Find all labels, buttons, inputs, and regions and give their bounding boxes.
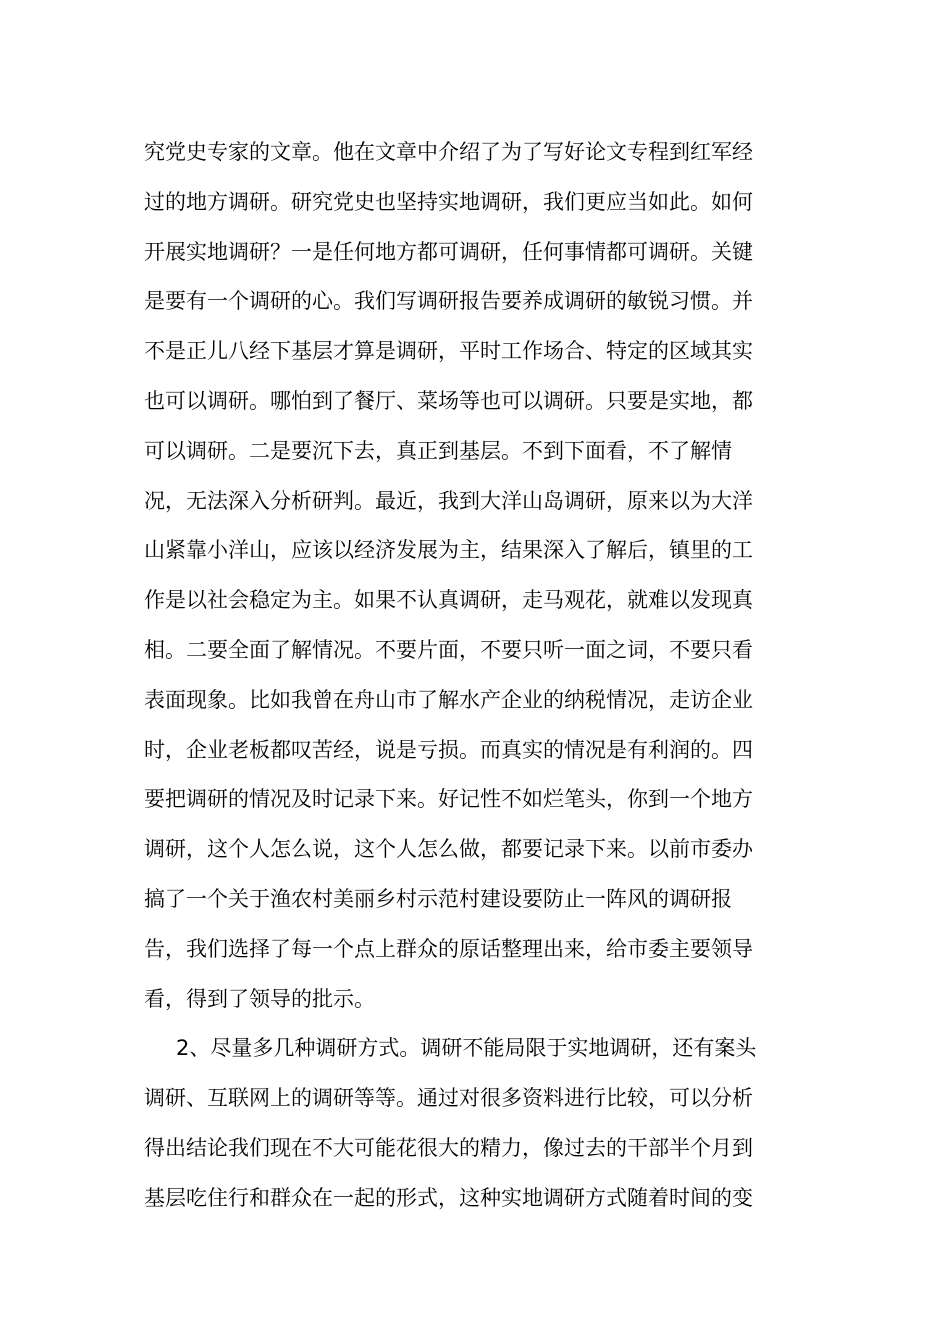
text-line: 告，我们选择了每一个点上群众的原话整理出来，给市委主要领导 bbox=[144, 936, 753, 961]
text-line: 开展实地调研？一是任何地方都可调研，任何事情都可调研。关键 bbox=[144, 239, 753, 264]
text-line: 不是正儿八经下基层才算是调研，平时工作场合、特定的区域其实 bbox=[144, 339, 753, 364]
text-line: 作是以社会稳定为主。如果不认真调研，走马观花，就难以发现真 bbox=[144, 588, 753, 613]
text-line: 看，得到了领导的批示。 bbox=[144, 986, 375, 1011]
text-line: 表面现象。比如我曾在舟山市了解水产企业的纳税情况，走访企业 bbox=[144, 687, 753, 712]
text-line: 况，无法深入分析研判。最近，我到大洋山岛调研，原来以为大洋 bbox=[144, 488, 753, 513]
body-text bbox=[144, 128, 812, 1224]
paragraph-first-line: 2、尽量多几种调研方式。调研不能局限于实地调研，还有案头 bbox=[176, 1036, 757, 1061]
text-line: 相。二要全面了解情况。不要片面，不要只听一面之词，不要只看 bbox=[144, 637, 753, 662]
text-line: 可以调研。二是要沉下去，真正到基层。不到下面看，不了解情 bbox=[144, 438, 732, 463]
text-line: 也可以调研。哪怕到了餐厅、菜场等也可以调研。只要是实地，都 bbox=[144, 388, 753, 413]
text-line: 得出结论我们现在不大可能花很大的精力，像过去的干部半个月到 bbox=[144, 1135, 753, 1160]
text-line: 究党史专家的文章。他在文章中介绍了为了写好论文专程到红军经 bbox=[144, 140, 753, 164]
text-line: 调研，这个人怎么说，这个人怎么做，都要记录下来。以前市委办 bbox=[144, 837, 753, 862]
text-line: 山紧靠小洋山，应该以经济发展为主，结果深入了解后，镇里的工 bbox=[144, 538, 753, 563]
text-line: 过的地方调研。研究党史也坚持实地调研，我们更应当如此。如何 bbox=[144, 189, 753, 214]
text-line: 调研、互联网上的调研等等。通过对很多资料进行比较，可以分析 bbox=[144, 1086, 753, 1111]
text-line: 要把调研的情况及时记录下来。好记性不如烂笔头，你到一个地方 bbox=[144, 787, 753, 812]
text-line: 是要有一个调研的心。我们写调研报告要养成调研的敏锐习惯。并 bbox=[144, 289, 753, 314]
text-line: 基层吃住行和群众在一起的形式，这种实地调研方式随着时间的变 bbox=[144, 1185, 753, 1210]
text-line: 搞了一个关于渔农村美丽乡村示范村建设要防止一阵风的调研报 bbox=[144, 886, 732, 911]
text-line: 时，企业老板都叹苦经，说是亏损。而真实的情况是有利润的。四 bbox=[144, 737, 753, 762]
